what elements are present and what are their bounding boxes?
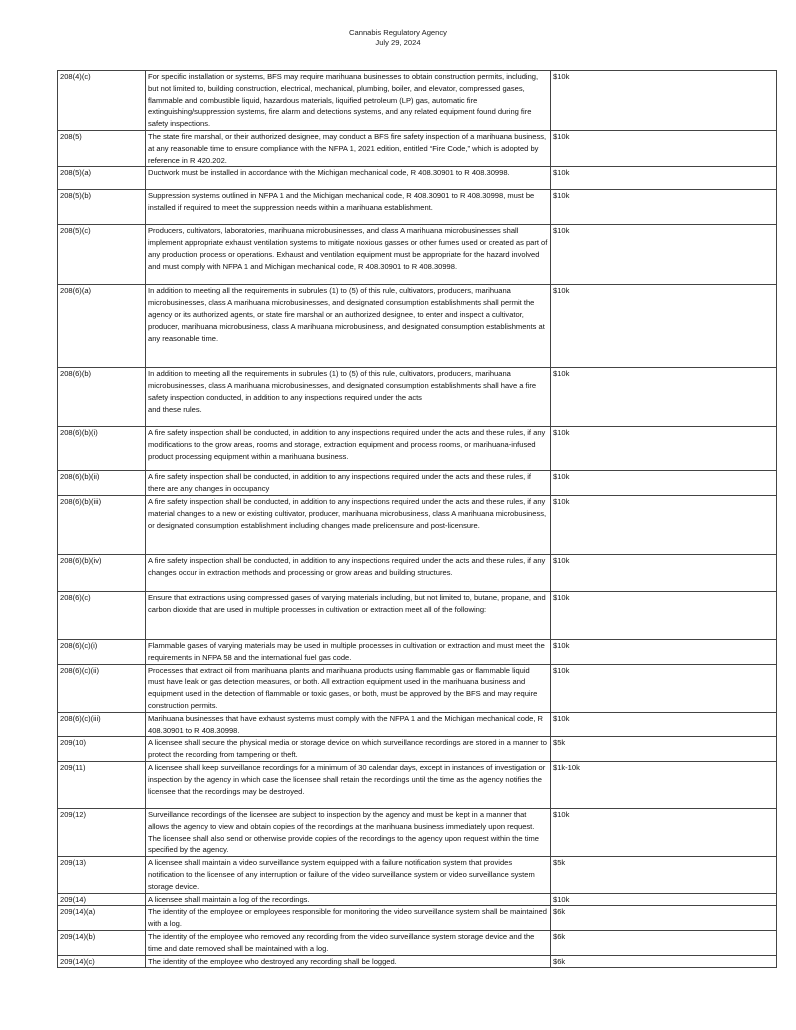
fine-amount: $10k	[551, 591, 777, 639]
table-row	[58, 761, 777, 808]
fine-amount: $1k-10k	[551, 761, 777, 808]
rule-text: Marihuana businesses that have exhaust systems must comply with the NFPA 1 and the Michigan mechanical code, R 408.30901 to R 408.30998.	[146, 712, 551, 737]
rule-number: 208(6)(c)(ii)	[58, 664, 146, 712]
rule-number: 208(5)(c)	[58, 225, 146, 285]
rule-number: 209(14)(b)	[58, 930, 146, 955]
fine-amount: $10k	[551, 427, 777, 471]
rule-text: Flammable gases of varying materials may be used in multiple processes in cultivation or extraction and must meet the requirements in NFPA 58 and the international fuel gas code.	[146, 639, 551, 664]
fine-amount: $10k	[551, 893, 777, 906]
rule-number: 209(14)	[58, 893, 146, 906]
rule-text: A fire safety inspection shall be conducted, in addition to any inspections required under the acts and these rules, if any modifications to the grow areas, rooms and storage, extraction equipment and process rooms, or marihuana-infused product processing equipment within a marihuana business.	[146, 427, 551, 471]
table-row	[58, 495, 777, 554]
rule-text: Ductwork must be installed in accordance with the Michigan mechanical code, R 408.30901 to R 408.30998.	[146, 167, 551, 190]
rule-text: The identity of the employee who destroyed any recording shall be logged.	[146, 955, 551, 968]
rule-text: Ensure that extractions using compressed gases of varying materials including, but not limited to, butane, propane, and carbon dioxide that are used in multiple processes in cultivation or extraction meet all of the following:	[146, 591, 551, 639]
table-row	[58, 285, 777, 368]
fine-amount: $10k	[551, 190, 777, 225]
rule-text: The identity of the employee who removed any recording from the video surveillance system storage device and the time and date removed shall be maintained with a log.	[146, 930, 551, 955]
rule-number: 209(12)	[58, 808, 146, 856]
rule-text: The identity of the employee or employees responsible for monitoring the video surveillance system shall be maintained with a log.	[146, 906, 551, 931]
rule-text: In addition to meeting all the requirements in subrules (1) to (5) of this rule, cultivators, producers, marihuana microbusinesses, class A marihuana microbusinesses, and designated consumption establishments shall permit the agency or its authorized agents, or state fire marshal or an authorized designee, to enter and inspect a cultivator, producer, marihuana microbusiness, class A marihuana microbusiness, and designated consumption establishments at any reasonable time.	[146, 285, 551, 368]
fine-amount: $10k	[551, 554, 777, 591]
rule-number: 208(6)(c)(iii)	[58, 712, 146, 737]
table-row	[58, 167, 777, 190]
fine-amount: $10k	[551, 495, 777, 554]
fine-amount: $6k	[551, 955, 777, 968]
fine-amount: $10k	[551, 285, 777, 368]
rule-text: For specific installation or systems, BFS may require marihuana businesses to obtain construction permits, including, but not limited to, building construction, electrical, mechanical, plumbing, boiler, and elevator, compressed gases, flammable and combustible liquid, hazardous materials, liquified petroleum (LP) gas, automatic fire extinguishing/suppression systems, fire alarm and detections systems, and any related equipment found during fire safety inspections.	[146, 71, 551, 131]
table-row	[58, 471, 777, 496]
fine-amount: $10k	[551, 167, 777, 190]
rule-text: Suppression systems outlined in NFPA 1 and the Michigan mechanical code, R 408.30901 to R 408.30998, must be installed if required to meet the suppression needs within a marihuana establishment.	[146, 190, 551, 225]
rule-number: 209(14)(a)	[58, 906, 146, 931]
table-row	[58, 225, 777, 285]
rule-number: 208(4)(c)	[58, 71, 146, 131]
rule-text: A fire safety inspection shall be conducted, in addition to any inspections required under the acts and these rules, if any changes occur in extraction methods and processing or grow areas and building structures.	[146, 554, 551, 591]
fine-amount: $10k	[551, 808, 777, 856]
table-row	[58, 190, 777, 225]
rule-number: 209(11)	[58, 761, 146, 808]
table-row	[58, 808, 777, 856]
table-row	[58, 71, 777, 131]
fine-amount: $10k	[551, 130, 777, 166]
rule-text: The state fire marshal, or their authorized designee, may conduct a BFS fire safety inspection of a marihuana business, at any reasonable time to ensure compliance with the NFPA 1, 2021 edition, entitled “Fire Code,” which is adopted by reference in R 420.202.	[146, 130, 551, 166]
rule-text: A licensee shall keep surveillance recordings for a minimum of 30 calendar days, except in instances of investigation or inspection by the agency in which case the licensee shall retain the recordings until the time as the agency notifies the licensee that the recordings may be destroyed.	[146, 761, 551, 808]
fine-amount: $10k	[551, 664, 777, 712]
agency-name: Cannabis Regulatory Agency	[349, 28, 447, 37]
rule-text: In addition to meeting all the requirements in subrules (1) to (5) of this rule, cultivators, producers, marihuana microbusinesses, class A marihuana microbusinesses, and designated consumption establishments shall have a fire safety inspection conducted, in addition to any inspections required under the acts	[148, 369, 537, 402]
table-row	[58, 857, 777, 893]
rule-number: 209(13)	[58, 857, 146, 893]
table-row	[58, 930, 777, 955]
rule-number: 208(6)(a)	[58, 285, 146, 368]
rule-text: Surveillance recordings of the licensee are subject to inspection by the agency and must be kept in a manner that allows the agency to view and obtain copies of the recordings at the marihuana business immediately upon request. The licensee shall also send or otherwise provide copies of the recordings to the agency upon request within the time specified by the agency.	[146, 808, 551, 856]
rule-number: 208(5)	[58, 130, 146, 166]
fine-amount: $10k	[551, 712, 777, 737]
rule-text: A licensee shall maintain a video surveillance system equipped with a failure notification system that provides notification to the licensee of any interruption or failure of the video surveillance system or video surveillance system storage device.	[146, 857, 551, 893]
rule-text: A licensee shall maintain a log of the recordings.	[146, 893, 551, 906]
fine-amount: $10k	[551, 471, 777, 496]
table-row	[58, 427, 777, 471]
rule-number: 208(6)(c)(i)	[58, 639, 146, 664]
fine-amount: $10k	[551, 368, 777, 427]
table-row	[58, 893, 777, 906]
fine-amount: $6k	[551, 906, 777, 931]
rule-text: A fire safety inspection shall be conducted, in addition to any inspections required under the acts and these rules, if there are any changes in occupancy	[146, 471, 551, 496]
rule-text: Processes that extract oil from marihuana plants and marihuana products using flammable gas or flammable liquid must have leak or gas detection measures, or both. All extraction equipment used in the marihuana business and equipment used in the detection of flammable or toxic gases, or both, must be approved by the BFS and may require construction permits.	[146, 664, 551, 712]
table-row	[58, 906, 777, 931]
rule-text: A licensee shall secure the physical media or storage device on which surveillance recordings are stored in a manner to protect the recording from tampering or theft.	[146, 737, 551, 762]
table-row	[58, 591, 777, 639]
table-row	[58, 664, 777, 712]
fine-amount: $10k	[551, 225, 777, 285]
rule-text: A fire safety inspection shall be conducted, in addition to any inspections required under the acts and these rules, if any material changes to a new or existing cultivator, producer, marihuana microbusiness, class A marihuana microbusiness, or designated consumption establishment including changes made prelicensure and post-licensure.	[146, 495, 551, 554]
rule-number: 209(14)(c)	[58, 955, 146, 968]
table-row	[58, 712, 777, 737]
rule-text: Producers, cultivators, laboratories, marihuana microbusinesses, and class A marihuana microbusinesses shall implement appropriate exhaust ventilation systems to mitigate noxious gasses or other fumes used or created as part of any production process or operations. Exhaust and ventilation equipment must be appropriate for the hazard involved and must comply with NFPA 1 and Michigan mechanical code, R 408.30901 to R 408.30998.	[146, 225, 551, 285]
rule-number: 208(6)(b)(ii)	[58, 471, 146, 496]
rules-table	[57, 70, 777, 968]
table-row	[58, 554, 777, 591]
rule-number: 208(6)(b)	[58, 368, 146, 427]
document-date: July 29, 2024	[375, 38, 421, 47]
rule-text-continuation: and these rules.	[148, 404, 202, 414]
rule-number: 208(6)(b)(i)	[58, 427, 146, 471]
rule-number: 208(6)(b)(iv)	[58, 554, 146, 591]
table-row	[58, 368, 777, 427]
rule-number: 208(6)(c)	[58, 591, 146, 639]
table-row	[58, 130, 777, 166]
rule-number: 209(10)	[58, 737, 146, 762]
table-row	[58, 639, 777, 664]
fine-amount: $5k	[551, 857, 777, 893]
table-row	[58, 955, 777, 968]
rule-number: 208(5)(a)	[58, 167, 146, 190]
page-header	[0, 28, 796, 48]
fine-amount: $5k	[551, 737, 777, 762]
rule-number: 208(6)(b)(iii)	[58, 495, 146, 554]
rule-number: 208(5)(b)	[58, 190, 146, 225]
fine-amount: $10k	[551, 639, 777, 664]
fine-amount: $6k	[551, 930, 777, 955]
table-row	[58, 737, 777, 762]
fine-amount: $10k	[551, 71, 777, 131]
rule-text-cell	[146, 368, 551, 427]
